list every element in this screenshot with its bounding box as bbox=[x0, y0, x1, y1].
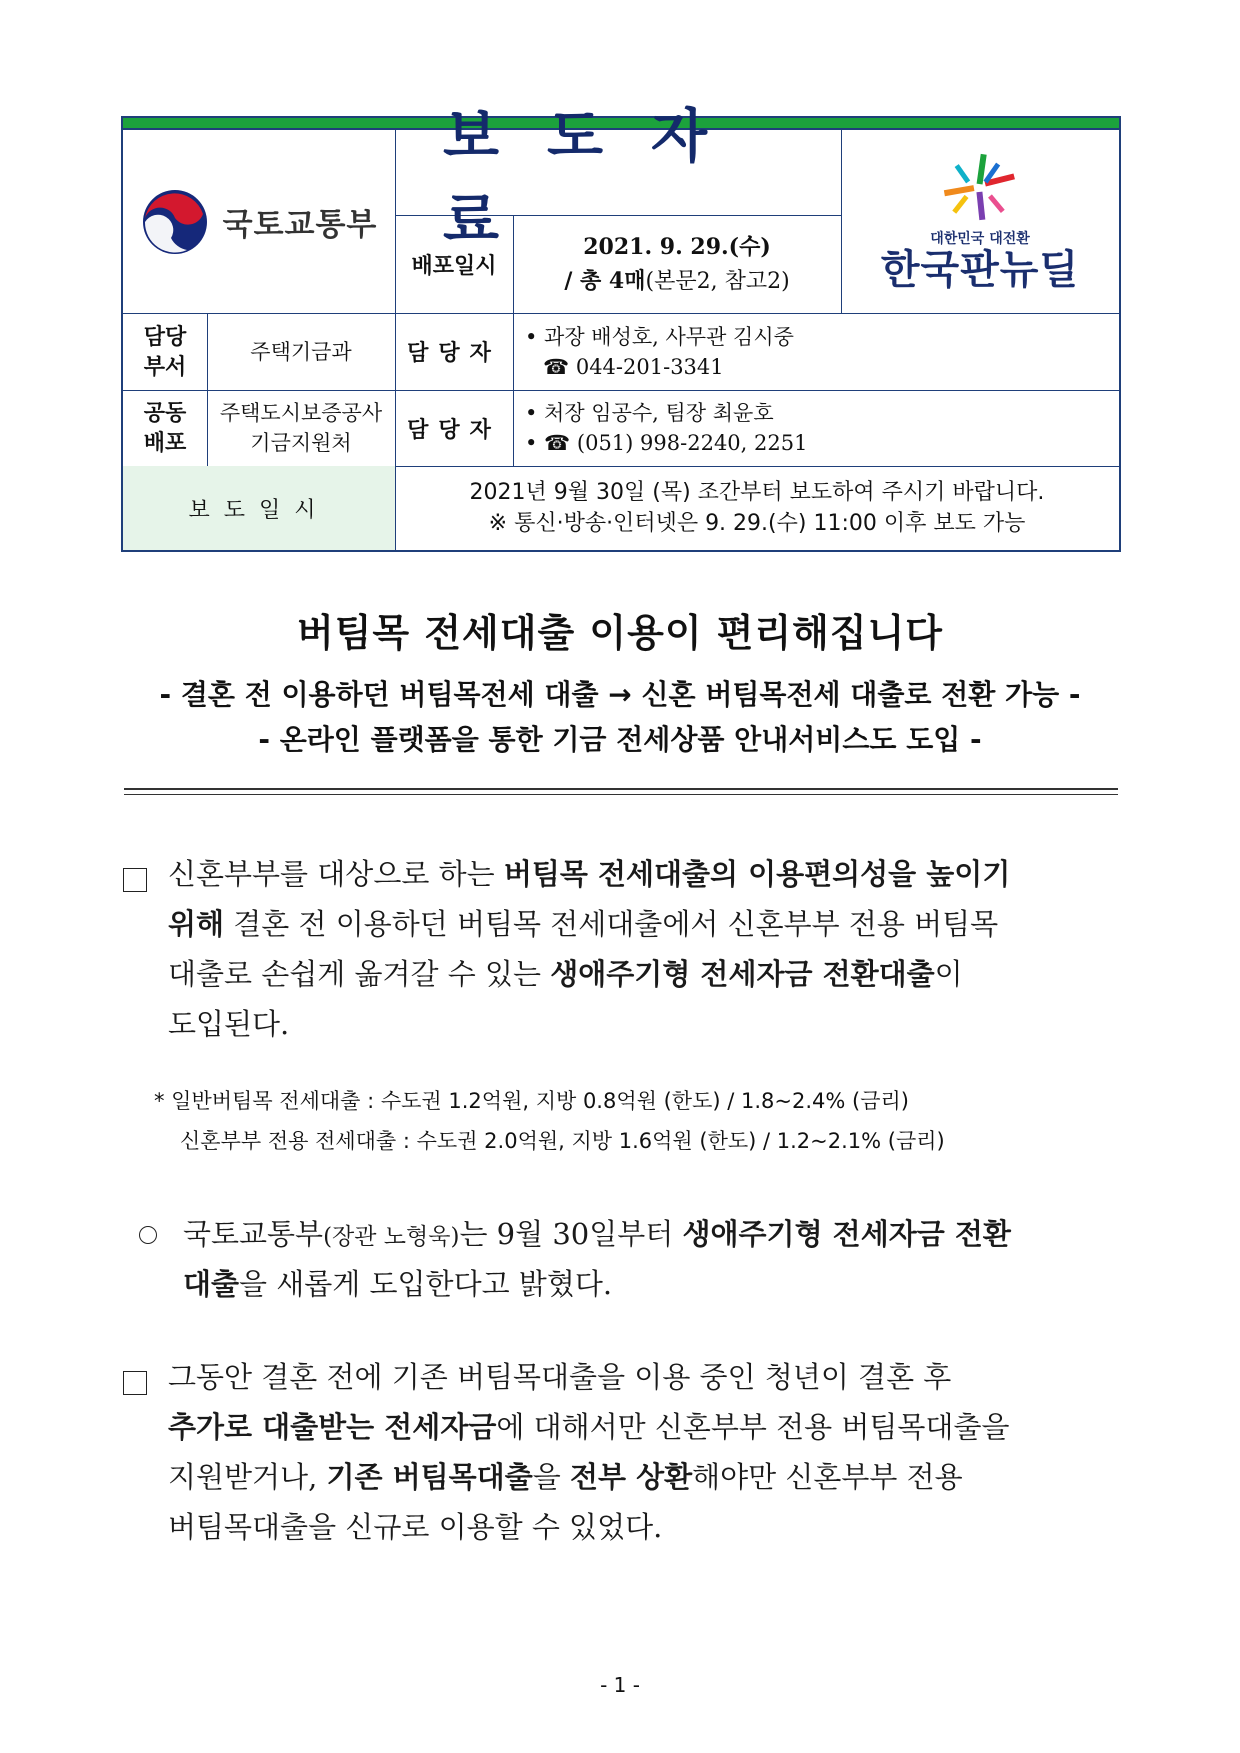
headline-divider bbox=[124, 788, 1118, 795]
p2-emphasis: 대출 bbox=[183, 1267, 240, 1301]
p3-text: 버팀목대출을 신규로 이용할 수 있었다. bbox=[168, 1510, 663, 1544]
p1-text: 이 bbox=[934, 957, 963, 991]
headline-title: 버팀목 전세대출 이용이 편리해집니다 bbox=[296, 611, 944, 655]
newdeal-logo bbox=[841, 130, 1119, 313]
row2-dept-name: 주택도시보증공사 bbox=[219, 401, 383, 425]
p1-line-4 bbox=[168, 1002, 289, 1043]
p1-text: 도입된다. bbox=[168, 1007, 290, 1041]
row2-role: 담당자 bbox=[407, 416, 501, 443]
row2-contact-phone: • ☎ (051) 998-2240, 2251 bbox=[525, 431, 808, 455]
row1-dept-name: 주택기금과 bbox=[250, 339, 352, 364]
p3-emphasis: 기존 버팀목대출 bbox=[326, 1460, 533, 1494]
row2-label-line2: 배포 bbox=[143, 430, 187, 456]
p3-emphasis: 전부 상환 bbox=[569, 1460, 693, 1494]
p3-line-3 bbox=[168, 1455, 963, 1496]
p1-emphasis: 위해 bbox=[168, 907, 225, 941]
p1-text: 결혼 전 이용하던 버팀목 전세대출에서 신혼부부 전용 버팀목 bbox=[224, 907, 999, 941]
headline-subtitle-2: - 온라인 플랫폼을 통한 기금 전세상품 안내서비스도 도입 - bbox=[258, 723, 982, 756]
p3-text: 지원받거나, bbox=[168, 1460, 327, 1494]
distribution-pages-detail: (본문2, 참고2) bbox=[645, 268, 790, 294]
row2-department bbox=[207, 390, 395, 466]
note-newlywed-loan: 신혼부부 전용 전세대출 : 수도권 2.0억원, 지방 1.6억원 (한도) / 1.2~2.1% (금리) bbox=[180, 1129, 945, 1153]
p1-line-1 bbox=[168, 852, 1010, 893]
row2-contact bbox=[513, 390, 1119, 466]
p1-text: 신혼부부를 대상으로 하는 bbox=[168, 857, 504, 891]
p1-emphasis: 생애주기형 전세자금 전환대출 bbox=[550, 957, 935, 991]
p3-line-4 bbox=[168, 1505, 662, 1546]
distribution-value bbox=[513, 215, 841, 313]
distribution-pages-count: / 총 4매 bbox=[564, 267, 646, 294]
distribution-label: 배포일시 bbox=[411, 252, 497, 279]
row1-label-line1: 담당 bbox=[143, 323, 187, 350]
square-bullet-icon bbox=[123, 1371, 147, 1395]
page-title: 보도자료 bbox=[443, 101, 756, 254]
ministry-logo bbox=[123, 130, 395, 313]
p2-emphasis: 생애주기형 전세자금 전환 bbox=[682, 1217, 1011, 1251]
p2-minister: (장관 노형욱) bbox=[323, 1224, 460, 1250]
row1-role: 담당자 bbox=[407, 340, 501, 366]
p2-text: 는 9월 30일부터 bbox=[459, 1217, 683, 1251]
p3-emphasis: 추가로 대출받는 전세자금 bbox=[168, 1410, 497, 1444]
p3-line-1 bbox=[168, 1355, 951, 1396]
p3-text: 을 bbox=[532, 1460, 570, 1494]
p1-text: 대출로 손쉽게 옮겨갈 수 있는 bbox=[168, 957, 551, 991]
p2-text: 국토교통부 bbox=[183, 1217, 324, 1251]
p1-line-3 bbox=[168, 952, 963, 993]
distribution-date: 2021. 9. 29.(수) bbox=[583, 233, 771, 260]
taeguk-emblem-icon bbox=[141, 188, 209, 256]
square-bullet-icon bbox=[123, 868, 147, 892]
p1-emphasis: 버팀목 전세대출의 이용편의성을 높이기 bbox=[503, 857, 1011, 891]
row2-contact-names: • 처장 임공수, 팀장 최윤호 bbox=[525, 401, 774, 425]
note-general-loan: * 일반버팀목 전세대출 : 수도권 1.2억원, 지방 0.8억원 (한도) / 1.8~2.4% (금리) bbox=[154, 1089, 909, 1113]
release-label: 보도일시 bbox=[123, 466, 395, 550]
row1-label-line2: 부서 bbox=[143, 353, 187, 380]
p2-text: 을 새롭게 도입한다고 밝혔다. bbox=[239, 1267, 613, 1301]
row2-label-line1: 공동 bbox=[143, 400, 187, 426]
row2-dept-subname: 기금지원처 bbox=[250, 431, 352, 455]
press-release-header bbox=[121, 101, 1121, 552]
row2-label bbox=[123, 390, 207, 466]
p1-line-2 bbox=[168, 902, 998, 943]
release-line-1: 2021년 9월 30일 (목) 조간부터 보도하여 주시기 바랍니다. bbox=[469, 480, 1045, 505]
p3-text: 그동안 결혼 전에 기존 버팀목대출을 이용 중인 청년이 결혼 후 bbox=[168, 1360, 952, 1394]
row1-contact bbox=[513, 313, 1119, 390]
release-value bbox=[395, 466, 1119, 550]
row1-department bbox=[207, 313, 395, 390]
newdeal-title: 한국판뉴딜 bbox=[880, 246, 1080, 293]
newdeal-subtitle: 대한민국 대전환 bbox=[930, 230, 1030, 247]
p3-line-2 bbox=[168, 1405, 1009, 1446]
row1-contact-phone: ☎ 044-201-3341 bbox=[543, 354, 724, 379]
page-number: - 1 - bbox=[600, 1673, 640, 1697]
newdeal-star-icon bbox=[940, 152, 1020, 224]
release-line-2: ※ 통신·방송·인터넷은 9. 29.(수) 11:00 이후 보도 가능 bbox=[488, 511, 1026, 536]
headline-subtitle-1: - 결혼 전 이용하던 버팀목전세 대출 → 신혼 버팀목전세 대출로 전환 가능 - bbox=[159, 678, 1081, 711]
p3-text: 해야만 신혼부부 전용 bbox=[692, 1460, 963, 1494]
distribution-pages bbox=[564, 264, 789, 299]
row1-label bbox=[123, 313, 207, 390]
row1-contact-names: • 과장 배성호, 사무관 김시중 bbox=[525, 324, 794, 349]
p3-text: 에 대해서만 신혼부부 전용 버팀목대출을 bbox=[496, 1410, 1010, 1444]
p2-line-2 bbox=[183, 1262, 612, 1303]
ministry-name: 국토교통부 bbox=[222, 207, 378, 243]
circle-bullet-icon bbox=[139, 1226, 157, 1244]
p2-line-1 bbox=[183, 1212, 1011, 1253]
